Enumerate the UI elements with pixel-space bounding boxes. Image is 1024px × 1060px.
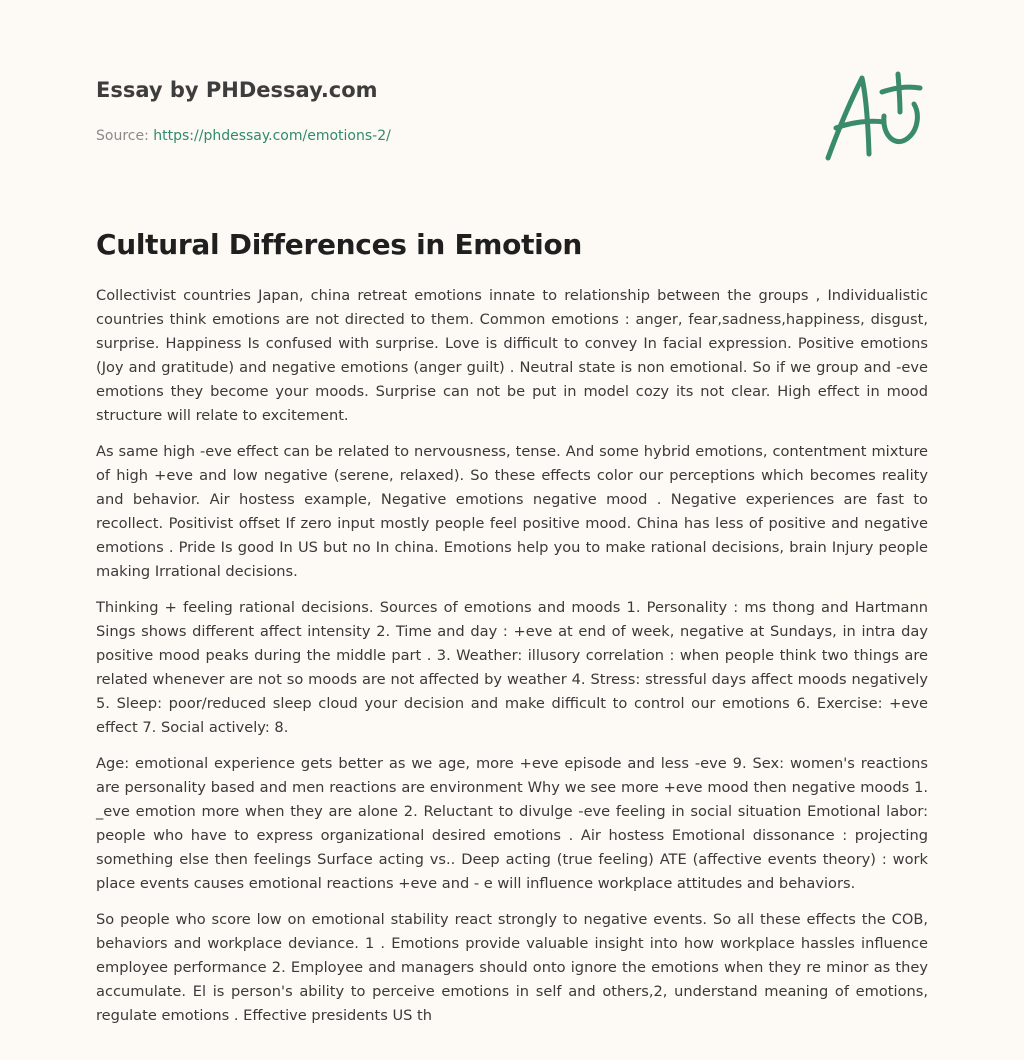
- brand-title: Essay by PHDessay.com: [96, 78, 378, 102]
- source-label: Source:: [96, 128, 154, 144]
- essay-paragraph: Collectivist countries Japan, china retreat emotions innate to relationship between the groups , Individualistic countries think emotions are not directed to them. Common emotions : anger, fear,sadness,happiness, disgust, surprise. Happiness Is confused with surprise. Love is difficult to convey In facial expression. Positive emotions (Joy and gratitude) and negative emotions (anger guilt) . Neutral state is non emotional. So if we group and -eve emotions they become your moods. Surprise can not be put in model cozy its not clear. High effect in mood structure will relate to excitement.: [96, 287, 928, 424]
- a-plus-logo-icon: [822, 66, 932, 166]
- essay-paragraph: Thinking + feeling rational decisions. Sources of emotions and moods 1. Personality : ms thong and Hartmann Sings shows different affect intensity 2. Time and day : +eve at end of week, negative at Sundays, in intra day positive mood peaks during the middle part . 3. Weather: illusory correlation : when people think two things are related whenever are not so moods are not affected by weather 4. Stress: stressful days affect moods negatively 5. Sleep: poor/reduced sleep cloud your decision and make difficult to control our emotions 6. Exercise: +eve effect 7. Social actively: 8.: [96, 599, 928, 736]
- source-link[interactable]: https://phdessay.com/emotions-2/: [153, 128, 391, 144]
- essay-paragraph: As same high -eve effect can be related to nervousness, tense. And some hybrid emotions, contentment mixture of high +eve and low negative (serene, relaxed). So these effects color our perceptions which becomes reality and behavior. Air hostess example, Negative emotions negative mood . Negative experiences are fast to recollect. Positivist offset If zero input mostly people feel positive mood. China has less of positive and negative emotions . Pride Is good In US but no In china. Emotions help you to make rational decisions, brain Injury people making Irrational decisions.: [96, 443, 928, 580]
- source-line: [96, 126, 836, 146]
- essay-paragraph: So people who score low on emotional stability react strongly to negative events. So all these effects the COB, behaviors and workplace deviance. 1 . Emotions provide valuable insight into how workplace hassles influence employee performance 2. Employee and managers should onto ignore the emotions when they re minor as they accumulate. El is person's ability to perceive emotions in self and others,2, understand meaning of emotions, regulate emotions . Effective presidents US th: [96, 911, 928, 1024]
- essay-paragraph: Age: emotional experience gets better as we age, more +eve episode and less -eve 9. Sex: women's reactions are personality based and men reactions are environment Why we see more +eve mood then negative moods 1. _eve emotion more when they are alone 2. Reluctant to divulge -eve feeling in social situation Emotional labor: people who have to express organizational desired emotions . Air hostess Emotional dissonance : projecting something else then feelings Surface acting vs.. Deep acting (true feeling) ATE (affective events theory) : work place events causes emotional reactions +eve and - e will influence workplace attitudes and behaviors.: [96, 755, 928, 892]
- essay-header: [96, 76, 836, 146]
- essay-body: [96, 284, 928, 1040]
- essay-title: Cultural Differences in Emotion: [96, 228, 583, 261]
